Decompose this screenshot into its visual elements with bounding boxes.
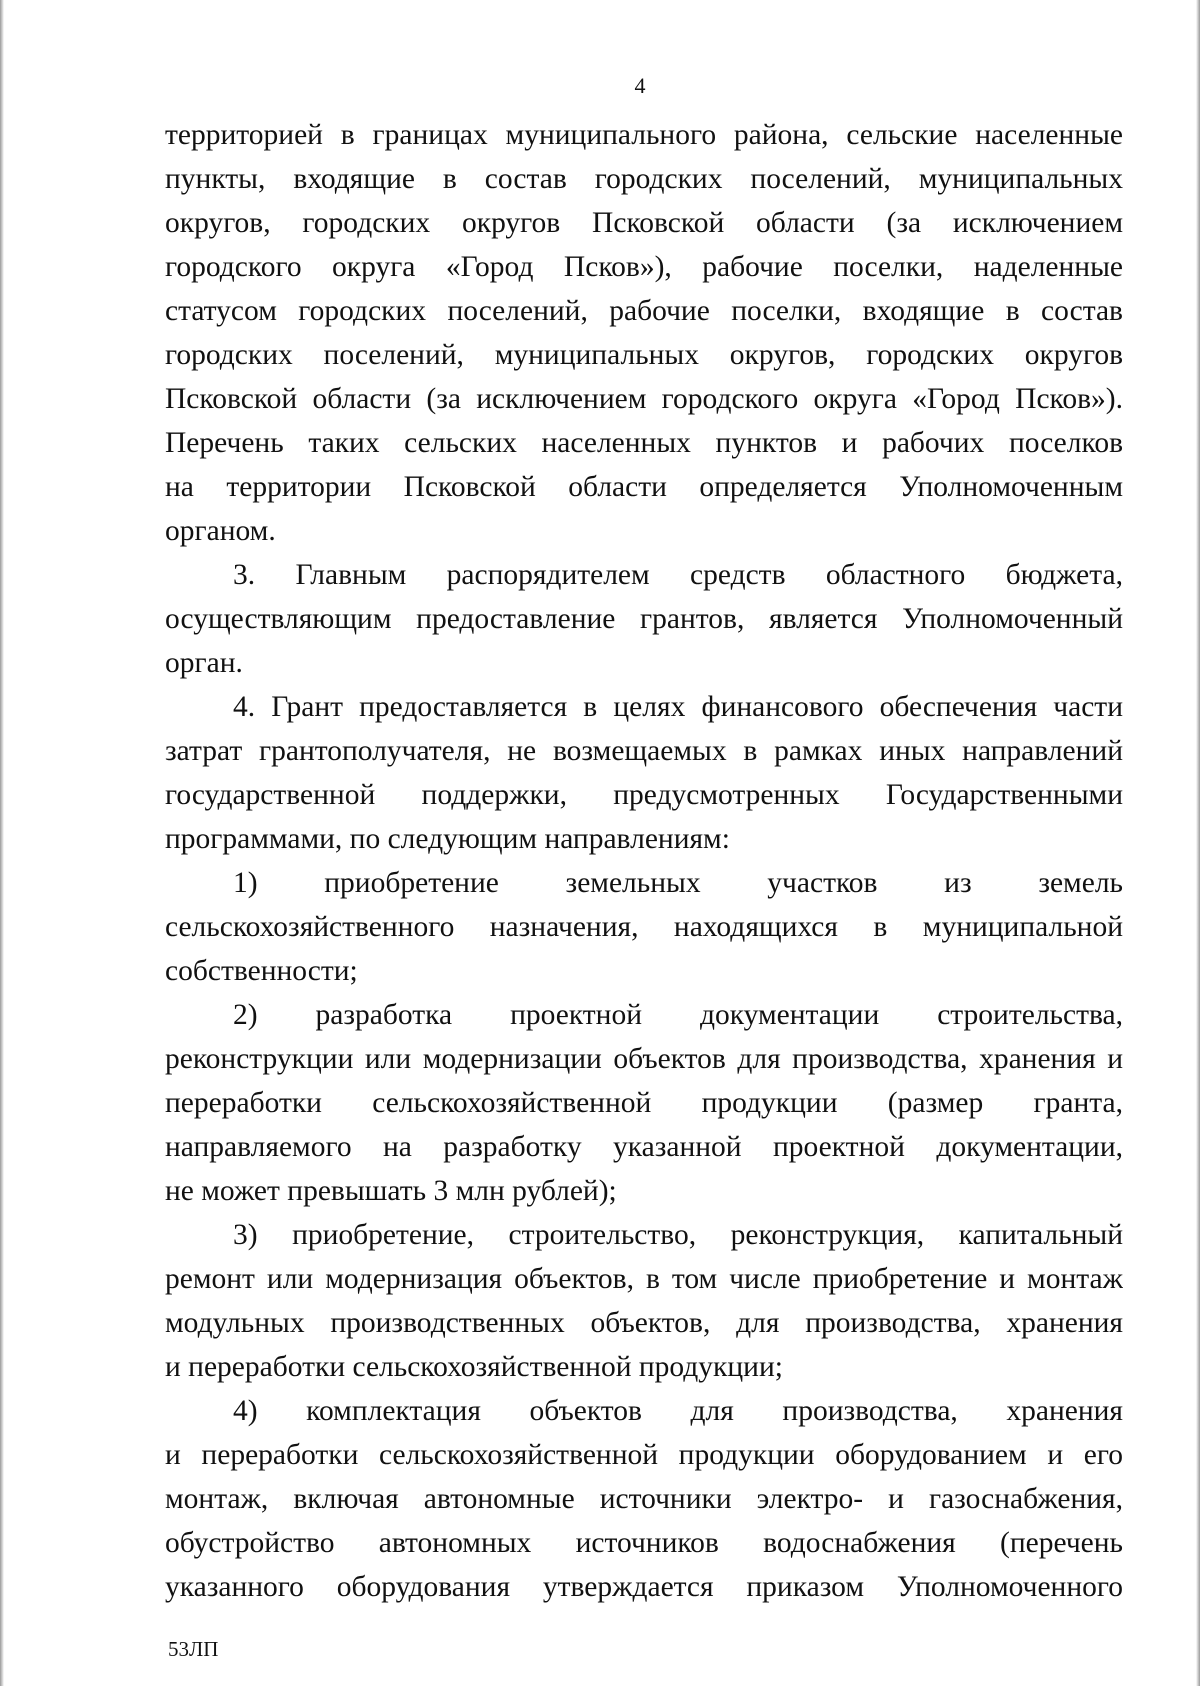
paragraph-subitem-4 — [165, 1389, 1123, 1609]
paragraph-subitem-2 — [165, 993, 1123, 1213]
text-line: городских поселений, муниципальных округов, городских округов — [165, 339, 1123, 371]
paragraph-subitem-1 — [165, 861, 1123, 993]
text-line: городского округа «Город Псков»), рабочие поселки, наделенные — [165, 251, 1123, 283]
document-code: 53ЛП — [168, 1637, 219, 1661]
text-line: реконструкции или модернизации объектов для производства, хранения и — [165, 1043, 1123, 1075]
text-line: указанного оборудования утверждается приказом Уполномоченного — [165, 1571, 1123, 1603]
text-line: территорией в границах муниципального района, сельские населенные — [165, 119, 1123, 151]
paragraph-item-4 — [165, 685, 1123, 861]
text-line: монтаж, включая автономные источники электро- и газоснабжения, — [165, 1483, 1123, 1515]
text-line: Перечень таких сельских населенных пунктов и рабочих поселков — [165, 427, 1123, 459]
text-line: 2) разработка проектной документации строительства, — [233, 999, 1123, 1031]
text-line: переработки сельскохозяйственной продукции (размер гранта, — [165, 1087, 1123, 1119]
text-line: орган. — [165, 647, 243, 679]
text-line: направляемого на разработку указанной проектной документации, — [165, 1131, 1123, 1163]
text-line: обустройство автономных источников водоснабжения (перечень — [165, 1527, 1123, 1559]
text-line: ремонт или модернизация объектов, в том числе приобретение и монтаж — [165, 1263, 1123, 1295]
text-line: государственной поддержки, предусмотренных Государственными — [165, 779, 1123, 811]
text-line: 3. Главным распорядителем средств областного бюджета, — [233, 559, 1123, 591]
text-line: округов, городских округов Псковской области (за исключением — [165, 207, 1123, 239]
text-line: и переработки сельскохозяйственной продукции; — [165, 1351, 783, 1383]
text-line: осуществляющим предоставление грантов, является Уполномоченный — [165, 603, 1123, 635]
text-line: программами, по следующим направлениям: — [165, 823, 730, 855]
paragraph-item-3 — [165, 553, 1123, 685]
paragraph-subitem-3 — [165, 1213, 1123, 1389]
text-line: 4) комплектация объектов для производства, хранения — [233, 1395, 1123, 1427]
text-line: сельскохозяйственного назначения, находящихся в муниципальной — [165, 911, 1123, 943]
text-line: и переработки сельскохозяйственной продукции оборудованием и его — [165, 1439, 1123, 1471]
text-line: модульных производственных объектов, для производства, хранения — [165, 1307, 1123, 1339]
text-line: не может превышать 3 млн рублей); — [165, 1175, 617, 1207]
text-line: на территории Псковской области определяется Уполномоченным — [165, 471, 1123, 503]
text-line: 4. Грант предоставляется в целях финансового обеспечения части — [233, 691, 1123, 723]
text-line: 1) приобретение земельных участков из земель — [233, 867, 1123, 899]
scan-edge-left — [0, 0, 4, 1686]
text-line: статусом городских поселений, рабочие поселки, входящие в состав — [165, 295, 1123, 327]
text-line: 3) приобретение, строительство, реконструкция, капитальный — [233, 1219, 1123, 1251]
text-line: Псковской области (за исключением городского округа «Город Псков»). — [165, 383, 1123, 415]
text-line: органом. — [165, 515, 276, 547]
text-line: затрат грантополучателя, не возмещаемых в рамках иных направлений — [165, 735, 1123, 767]
text-line: собственности; — [165, 955, 358, 987]
paragraph-continuation — [165, 113, 1123, 553]
text-line: пункты, входящие в состав городских поселений, муниципальных — [165, 163, 1123, 195]
page-number: 4 — [634, 73, 646, 98]
scan-edge-right — [1196, 0, 1200, 1686]
